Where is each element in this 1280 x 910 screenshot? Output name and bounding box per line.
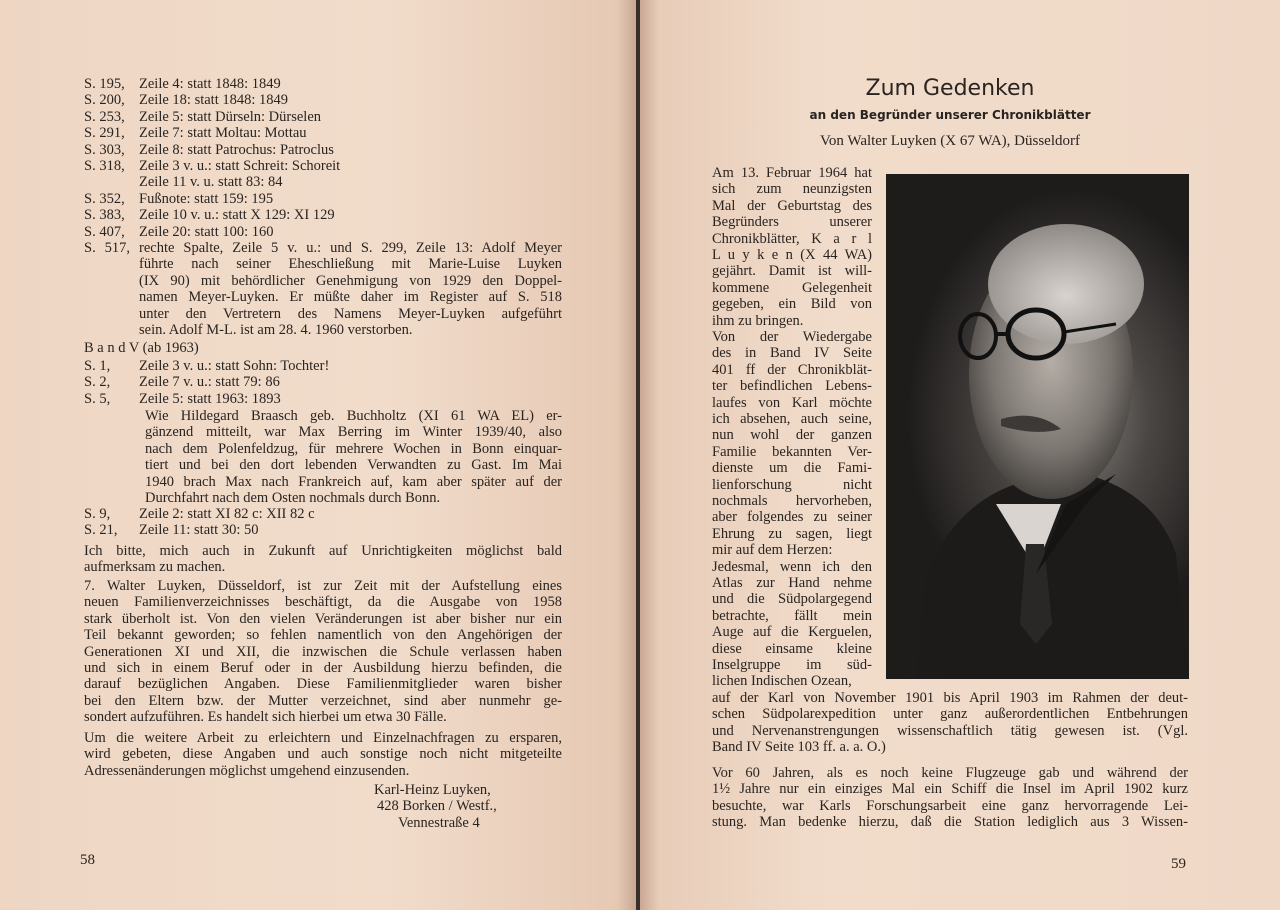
band-v-line-text: Zeile 11: statt 30: 50 [139,522,259,539]
item7-line: darauf bezüglichen Angaben. Diese Familienmitglieder waren bisher [84,676,562,693]
braasch-line: 1940 brach Max nach Frankreich auf, kam aber später auf der [145,473,562,490]
plea-line: aufmerksam zu machen. [84,559,226,576]
correction-line-ref: S. 291, [84,125,125,142]
left-page [0,0,636,910]
band-v-line-text: Zeile 7 v. u.: statt 79: 86 [139,374,280,391]
column-line: aber folgendes zu seiner [712,509,872,526]
request-line: Um die weitere Arbeit zu erleichtern und Einzelnachfragen zu ersparen, [84,730,562,746]
column-line: nochmals hervorheben, [712,493,872,509]
correction-line-ref: S. 303, [84,141,125,158]
column-line: Von der Wiedergabe [712,329,872,345]
column-line: gejährt. Damit ist will- [712,263,872,280]
column-line: Jedesmal, wenn ich den [712,558,872,575]
band-v-line-ref: S. 2, [84,374,111,391]
plea-line: Ich bitte, mich auch in Zukunft auf Unrichtigkeiten möglichst bald [84,543,562,559]
column-line: laufes von Karl möchte [712,394,872,411]
request-line: wird gebeten, diese Angaben und auch sonstige noch nicht mitgeteilte [84,746,562,763]
column-line: und die Südpolargegend [712,591,872,608]
s517-line: sein. Adolf M-L. ist am 28. 4. 1960 verstorben. [139,322,413,338]
article-byline: Von Walter Luyken (X 67 WA), Düsseldorf [819,133,1080,149]
braasch-line: gänzend mitteilt, war Max Berring im Winter 1939/40, also [145,424,562,441]
correction-line-ref: S. 407, [84,223,125,240]
column-line: lichen Indischen Ozean, [712,673,852,690]
correction-line-ref: S. 318, [84,158,125,174]
column-line: ihm zu bringen. [712,312,804,329]
braasch-line: nach dem Polenfeldzug, für mehrere Wochen in Bonn einquar- [145,440,562,457]
column-line: kommene Gelegenheit [712,279,872,296]
correction-line-text: Zeile 3 v. u.: statt Schreit: Schoreit [139,158,341,174]
column-line: lienforschung nicht [712,476,872,493]
body-line: Band IV Seite 103 ff. a. a. O.) [712,739,886,756]
portrait-photo [886,174,1189,679]
column-line: Familie bekannten Ver- [712,443,872,460]
right-page [640,0,1280,910]
body-line: schen Südpolarexpedition unter ganz außerordentlichen Entbehrungen [712,706,1188,723]
column-line: 401 ff der Chronikblät- [712,361,872,378]
column-line: ter befindlichen Lebens- [712,378,872,395]
column-line: des in Band IV Seite [712,345,872,362]
page-number-right: 59 [1171,856,1186,872]
body-line: besuchte, war Karls Forschungsarbeit eine ganz hervorragende Lei- [712,797,1188,814]
article-subtitle: an den Begründer unserer Chronikblätter [809,108,1091,122]
band-v-line-text: Zeile 3 v. u.: statt Sohn: Tochter! [139,358,330,374]
correction-line-text: Zeile 11 v. u. statt 83: 84 [139,174,283,191]
column-line: nun wohl der ganzen [712,427,872,444]
item7-line: sondert aufzuführen. Es handelt sich hierbei um etwa 30 Fälle. [84,709,447,726]
signature-line: Vennestraße 4 [398,814,480,831]
body-line: 1½ Jahre nur ein einziges Mal ein Schiff die Insel im April 1902 kurz [712,781,1188,798]
body-line: Vor 60 Jahren, als es noch keine Flugzeuge gab und während der [712,765,1188,781]
item7-line: neuen Familienverzeichnisses beschäftigt, da die Ausgabe von 1958 [84,594,562,611]
column-line: Atlas zur Hand nehme [712,575,872,591]
column-line: Inselgruppe im süd- [712,657,872,673]
column-line: sich zum neunzigsten [712,181,872,198]
correction-line-text: Zeile 5: statt Dürseln: Dürselen [139,108,322,125]
column-line: diese einsame kleine [712,640,872,657]
column-line: gegeben, ein Bild von [712,296,872,313]
item7-line: stark überholt ist. Von den vielen Veränderungen ist aber bisher nur ein [84,610,562,627]
column-line: Am 13. Februar 1964 hat [712,165,872,181]
braasch-line: Wie Hildegard Braasch geb. Buchholtz (XI 61 WA EL) er- [145,408,562,424]
page-number-left: 58 [80,852,95,868]
body-line: auf der Karl von November 1901 bis April 1903 im Rahmen der deut- [712,690,1188,706]
band-v-line-text: Zeile 2: statt XI 82 c: XII 82 c [139,506,315,522]
band-v-line-ref: S. 9, [84,506,111,522]
column-line: Begründers unserer [712,214,872,231]
s517-line: S. 517, rechte Spalte, Zeile 5 v. u.: und S. 299, Zeile 13: Adolf Meyer [84,240,562,256]
braasch-line: Durchfahrt nach dem Osten nochmals durch Bonn. [145,490,441,506]
column-line: betrachte, fällt mein [712,607,872,624]
column-line: Auge auf die Kerguelen, [712,624,872,641]
band-v-heading: B a n d V (ab 1963) [84,340,199,356]
correction-line-text: Zeile 4: statt 1848: 1849 [139,76,281,92]
correction-line-text: Fußnote: statt 159: 195 [139,190,274,207]
s517-line: unter den Vertretern des Namens Meyer-Luyken aufgeführt [139,305,562,322]
article-title: Zum Gedenken [865,76,1035,101]
correction-line-ref: S. 200, [84,92,125,109]
column-line: L u y k e n (X 44 WA) [712,247,872,263]
item7-line: Generationen XI und XII, die inzwischen die Schule verlassen haben [84,643,562,660]
item7-line: bei den Eltern bzw. der Mutter verzeichnet, sind aber nunmehr ge- [84,692,562,709]
column-line: dienste um die Fami- [712,460,872,477]
signature-line: Karl-Heinz Luyken, [374,782,491,798]
correction-line-text: Zeile 20: statt 100: 160 [139,223,274,240]
correction-line-text: Zeile 7: statt Moltau: Mottau [139,125,307,142]
column-line: Ehrung zu sagen, liegt [712,525,872,542]
column-line: Chronikblätter, K a r l [712,230,872,247]
band-v-line-ref: S. 21, [84,522,118,539]
band-v-line-ref: S. 5, [84,390,111,407]
column-line: mir auf dem Herzen: [712,542,833,559]
correction-line-text: Zeile 8: statt Patrochus: Patroclus [139,141,334,158]
correction-line-ref: S. 253, [84,108,125,125]
s517-line: namen Meyer-Luyken. Er müßte daher im Register auf S. 518 [139,289,562,306]
portrait-illustration [886,174,1189,679]
correction-line-ref: S. 195, [84,76,125,92]
body-line: stung. Man bedenke hierzu, daß die Station lediglich aus 3 Wissen- [712,814,1188,831]
s517-line: (IX 90) mit behördlicher Genehmigung von 1929 den Doppel- [139,272,562,289]
braasch-line: tiert und bei den dort lebenden Verwandten zu Gast. Im Mai [145,457,562,474]
correction-line-ref: S. 383, [84,207,125,224]
item7-line: und sich in einem Beruf oder in der Ausbildung hierzu befinden, die [84,660,562,676]
s517-line: führte nach seiner Eheschließung mit Marie-Luise Luyken [139,256,562,273]
item7-line: 7. Walter Luyken, Düsseldorf, ist zur Zeit mit der Aufstellung eines [84,578,562,594]
body-line: und Nervenanstrengungen wissenschaftlich tätig gewesen ist. (Vgl. [712,722,1188,739]
band-v-line-ref: S. 1, [84,358,111,374]
column-line: ich absehen, auch seine, [712,411,872,427]
item7-line: Teil bekannt geworden; so fehlen namentlich von den Angehörigen der [84,627,562,644]
request-line: Adressenänderungen möglichst umgehend einzusenden. [84,762,410,779]
correction-line-ref: S. 352, [84,190,125,207]
column-line: Mal der Geburtstag des [712,197,872,214]
correction-line-text: Zeile 18: statt 1848: 1849 [139,92,289,109]
signature-line: 428 Borken / Westf., [377,798,497,815]
band-v-line-text: Zeile 5: statt 1963: 1893 [139,390,281,407]
correction-line-text: Zeile 10 v. u.: statt X 129: XI 129 [139,207,335,224]
